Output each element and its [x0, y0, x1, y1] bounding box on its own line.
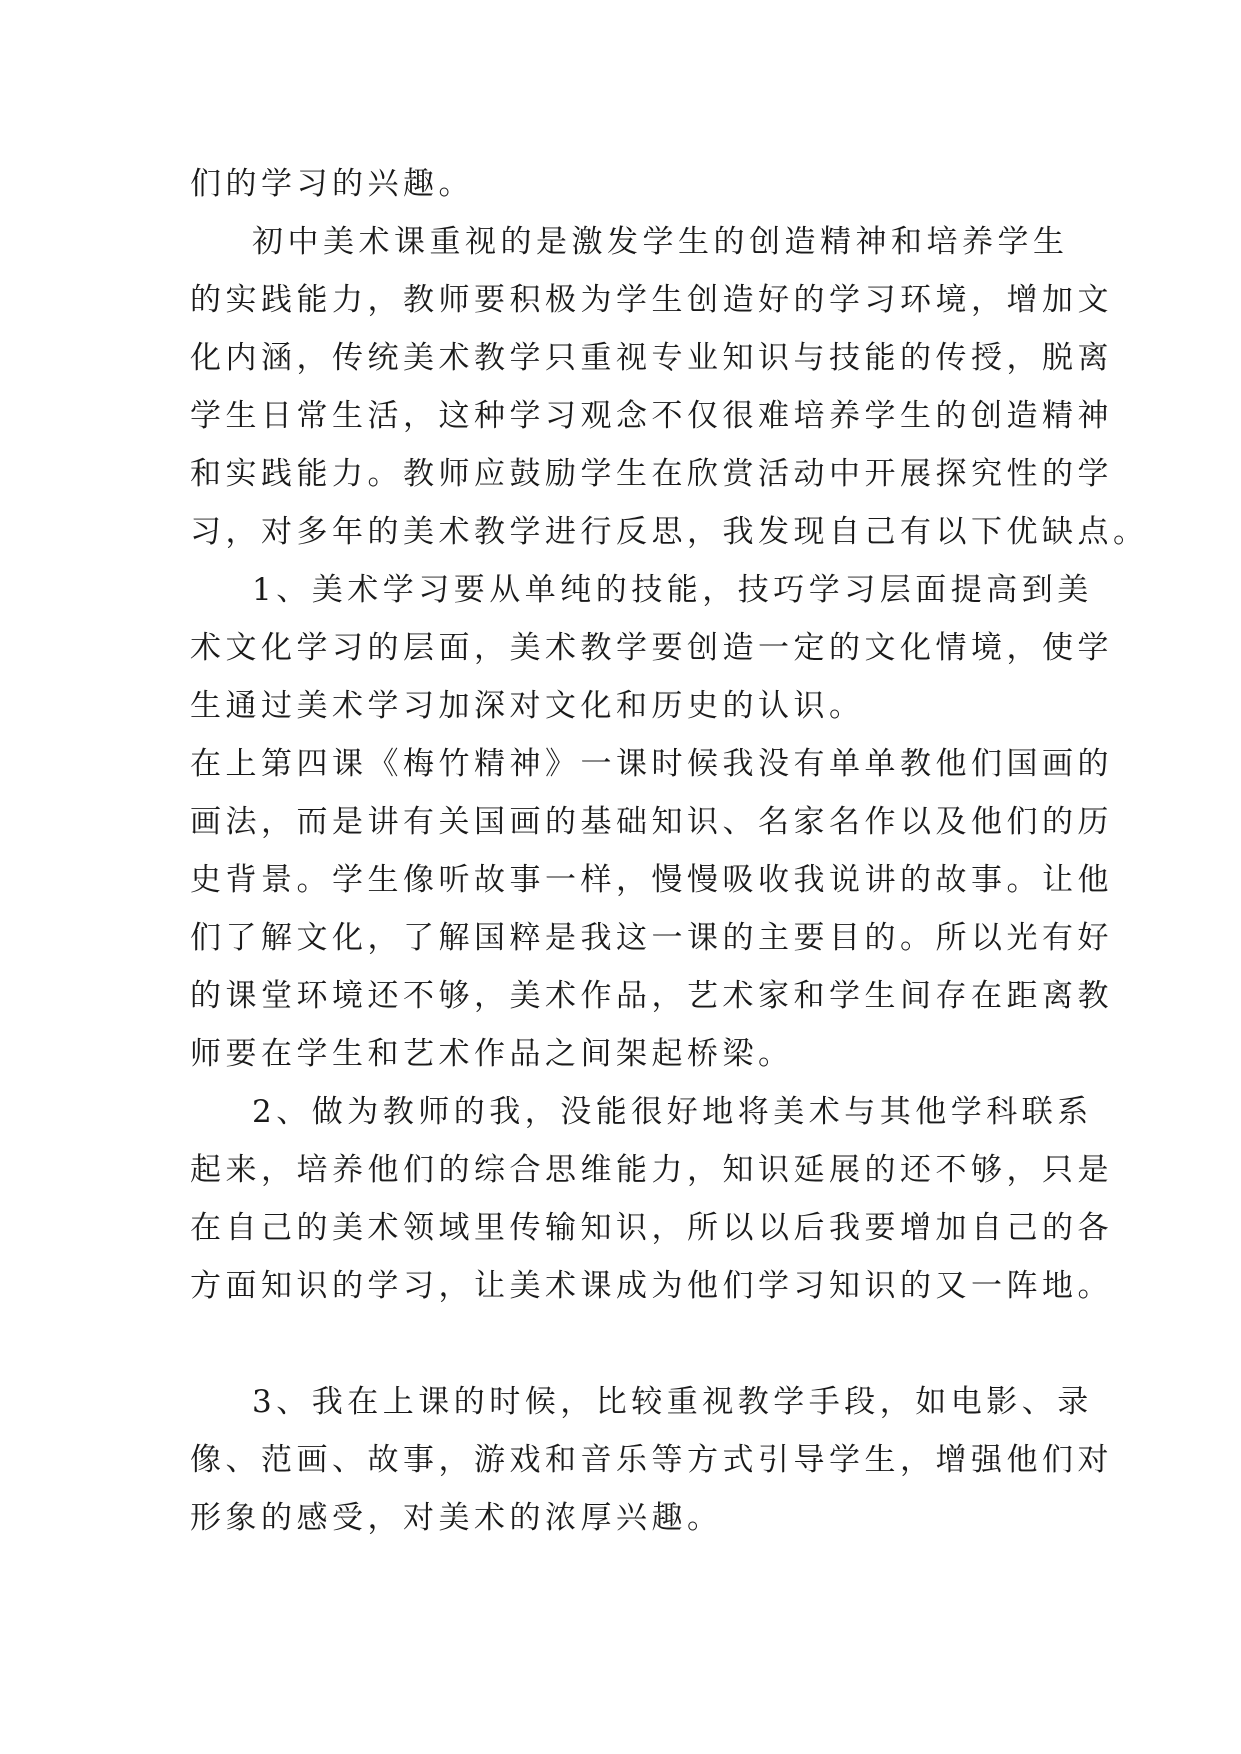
text-line: 2、做为教师的我，没能很好地将美术与其他学科联系	[252, 1094, 1093, 1130]
text-line: 的实践能力，教师要积极为学生创造好的学习环境，增加文	[190, 282, 1113, 318]
paragraph-gap	[190, 1315, 1070, 1373]
text-line: 画法，而是讲有关国画的基础知识、名家名作以及他们的历	[190, 804, 1113, 840]
text-line: 初中美术课重视的是激发学生的创造精神和培养学生	[252, 224, 1069, 260]
text-line: 方面知识的学习，让美术课成为他们学习知识的又一阵地。	[190, 1268, 1113, 1304]
text-line: 们了解文化，了解国粹是我这一课的主要目的。所以光有好	[190, 920, 1113, 956]
text-line: 像、范画、故事，游戏和音乐等方式引导学生，增强他们对	[190, 1442, 1113, 1478]
text-line: 们的学习的兴趣。	[190, 166, 474, 202]
text-line: 和实践能力。教师应鼓励学生在欣赏活动中开展探究性的学	[190, 456, 1113, 492]
text-line: 3、我在上课的时候，比较重视教学手段，如电影、录	[252, 1384, 1093, 1420]
text-line: 学生日常生活，这种学习观念不仅很难培养学生的创造精神	[190, 398, 1113, 434]
text-line: 形象的感受，对美术的浓厚兴趣。	[190, 1500, 723, 1536]
text-line: 习，对多年的美术教学进行反思，我发现自己有以下优缺点。	[190, 514, 1149, 550]
text-line: 的课堂环境还不够，美术作品，艺术家和学生间存在距离教	[190, 978, 1113, 1014]
text-line: 1、美术学习要从单纯的技能，技巧学习层面提高到美	[252, 572, 1093, 608]
document-body	[190, 155, 1149, 1547]
text-line: 起来，培养他们的综合思维能力，知识延展的还不够，只是	[190, 1152, 1113, 1188]
text-line: 史背景。学生像听故事一样，慢慢吸收我说讲的故事。让他	[190, 862, 1113, 898]
text-line: 师要在学生和艺术作品之间架起桥梁。	[190, 1036, 794, 1072]
text-line: 在上第四课《梅竹精神》一课时候我没有单单教他们国画的	[190, 746, 1113, 782]
text-line: 化内涵，传统美术教学只重视专业知识与技能的传授，脱离	[190, 340, 1113, 376]
text-line: 在自己的美术领域里传输知识，所以以后我要增加自己的各	[190, 1210, 1113, 1246]
text-line: 术文化学习的层面，美术教学要创造一定的文化情境，使学	[190, 630, 1113, 666]
text-line: 生通过美术学习加深对文化和历史的认识。	[190, 688, 865, 724]
